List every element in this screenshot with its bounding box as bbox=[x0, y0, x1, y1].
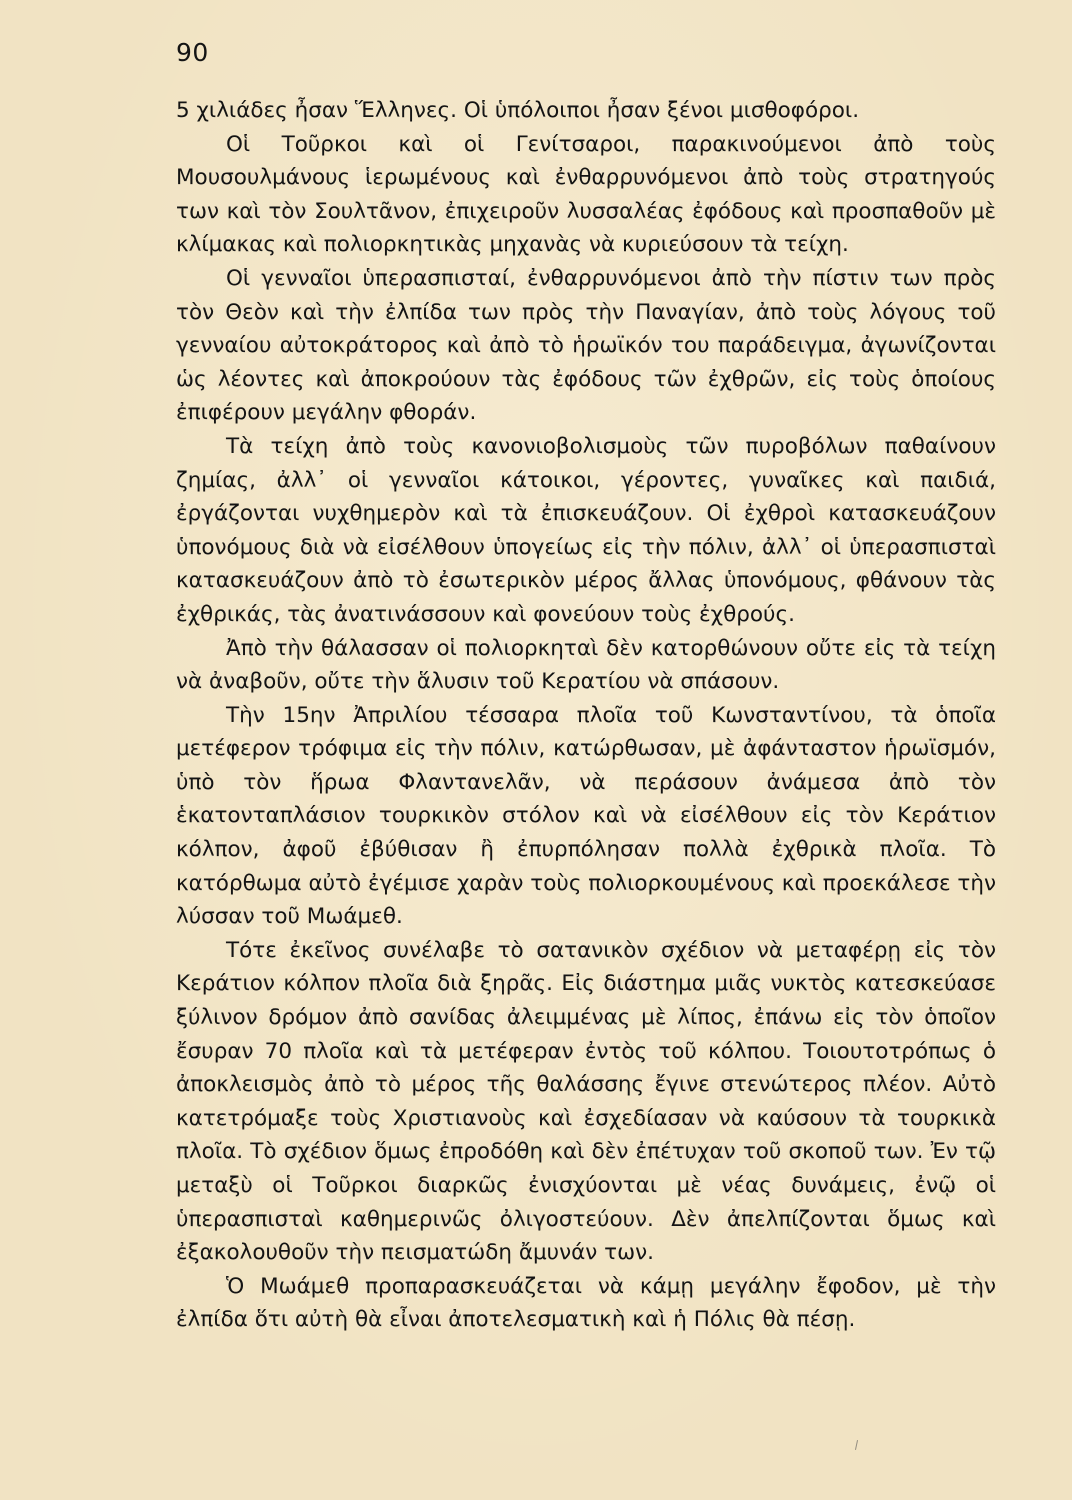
paragraph: Οἱ γενναῖοι ὑπερασπισταί, ἐνθαρρυνόμενοι ἀπὸ τὴν πίστιν των πρὸς τὸν Θεὸν καὶ τὴν ἐλπίδα των πρὸς τὴν Παναγίαν, ἀπὸ τοὺς λόγους τοῦ γενναίου αὐτοκράτορος καὶ ἀπὸ τὸ ἡρωϊκόν του παράδειγμα, ἀγωνίζονται ὡς λέοντες καὶ ἀποκρούουν τὰς ἐφόδους τῶν ἐχθρῶν, εἰς τοὺς ὁποίους ἐπιφέρουν μεγάλην φθοράν. bbox=[176, 265, 996, 426]
page-number: 90 bbox=[176, 38, 209, 67]
paragraph: Ἀπὸ τὴν θάλασσαν οἱ πολιορκηταὶ δὲν κατορθώνουν οὔτε εἰς τὰ τείχη νὰ ἀναβοῦν, οὔτε τὴν ἅλυσιν τοῦ Κερατίου νὰ σπάσουν. bbox=[176, 635, 996, 695]
paragraph: Τότε ἐκεῖνος συνέλαβε τὸ σατανικὸν σχέδιον νὰ μεταφέρῃ εἰς τὸν Κεράτιον κόλπον πλοῖα διὰ ξηρᾶς. Εἰς διάστημα μιᾶς νυκτὸς κατεσκεύασε ξύλινον δρόμον ἀπὸ σανίδας ἀλειμμένας μὲ λίπος, ἐπάνω εἰς τὸν ὁποῖον ἔσυραν 70 πλοῖα καὶ τὰ μετέφεραν ἐντὸς τοῦ κόλπου. Τοιουτοτρόπως ὁ ἀποκλεισμὸς ἀπὸ τὸ μέρος τῆς θαλάσσης ἔγινε στενώτερος πλέον. Αὐτὸ κατετρόμαξε τοὺς Χριστιανοὺς καὶ ἐσχεδίασαν νὰ καύσουν τὰ τουρκικὰ πλοῖα. Τὸ σχέδιον ὅμως ἐπροδόθη καὶ δὲν ἐπέτυχαν τοῦ σκοποῦ των. Ἐν τῷ μεταξὺ οἱ Τοῦρκοι διαρκῶς ἐνισχύονται μὲ νέας δυνάμεις, ἐνῷ οἱ ὑπερασπισταὶ καθημερινῶς ὀλιγοστεύουν. Δὲν ἀπελπίζονται ὅμως καὶ ἐξακολουθοῦν τὴν πεισματώδη ἄμυνάν των. bbox=[176, 937, 996, 1266]
stray-pencil-mark bbox=[855, 1440, 858, 1450]
paragraph: 5 χιλιάδες ἦσαν Ἕλληνες. Οἱ ὑπόλοιποι ἦσαν ξένοι μισθοφόροι. bbox=[176, 98, 860, 123]
paragraph: Τὴν 15ην Ἀπριλίου τέσσαρα πλοῖα τοῦ Κωνσταντίνου, τὰ ὁποῖα μετέφερον τρόφιμα εἰς τὴν πόλιν, κατώρθωσαν, μὲ ἀφάνταστον ἡρωϊσμόν, ὑπὸ τὸν ἥρωα Φλαντανελᾶν, νὰ περάσουν ἀνάμεσα ἀπὸ τὸν ἑκατονταπλάσιον τουρκικὸν στόλον καὶ νὰ εἰσέλθουν εἰς τὸν Κεράτιον κόλπον, ἀφοῦ ἐβύθισαν ἢ ἐπυρπόλησαν πολλὰ ἐχθρικὰ πλοῖα. Τὸ κατόρθωμα αὐτὸ ἐγέμισε χαρὰν τοὺς πολιορκουμένους καὶ προεκάλεσε τὴν λύσσαν τοῦ Μωάμεθ. bbox=[176, 702, 996, 930]
paragraph: Οἱ Τοῦρκοι καὶ οἱ Γενίτσαροι, παρακινούμενοι ἀπὸ τοὺς Μουσουλμάνους ἱερωμένους καὶ ἐνθαρρυνόμενοι ἀπὸ τοὺς στρατηγούς των καὶ τὸν Σουλτᾶνον, ἐπιχειροῦν λυσσαλέας ἐφόδους καὶ προσπαθοῦν μὲ κλίμακας καὶ πολιορκητικὰς μηχανὰς νὰ κυριεύσουν τὰ τείχη. bbox=[176, 131, 996, 258]
paragraph: Ὁ Μωάμεθ προπαρασκευάζεται νὰ κάμῃ μεγάλην ἔφοδον, μὲ τὴν ἐλπίδα ὅτι αὐτὴ θὰ εἶναι ἀποτελεσματικὴ καὶ ἡ Πόλις θὰ πέσῃ. bbox=[176, 1273, 996, 1333]
paragraph: Τὰ τείχη ἀπὸ τοὺς κανονιοβολισμοὺς τῶν πυροβόλων παθαίνουν ζημίας, ἀλλ᾽ οἱ γενναῖοι κάτοικοι, γέροντες, γυναῖκες καὶ παιδιά, ἐργάζονται νυχθημερὸν καὶ τὰ ἐπισκευάζουν. Οἱ ἐχθροὶ κατασκευάζουν ὑπονόμους διὰ νὰ εἰσέλθουν ὑπογείως εἰς τὴν πόλιν, ἀλλ᾽ οἱ ὑπερασπισταὶ κατασκευάζουν ἀπὸ τὸ ἐσωτερικὸν μέρος ἄλλας ὑπονόμους, φθάνουν τὰς ἐχθρικάς, τὰς ἀνατινάσσουν καὶ φονεύουν τοὺς ἐχθρούς. bbox=[176, 433, 996, 627]
body-text bbox=[176, 94, 996, 1337]
